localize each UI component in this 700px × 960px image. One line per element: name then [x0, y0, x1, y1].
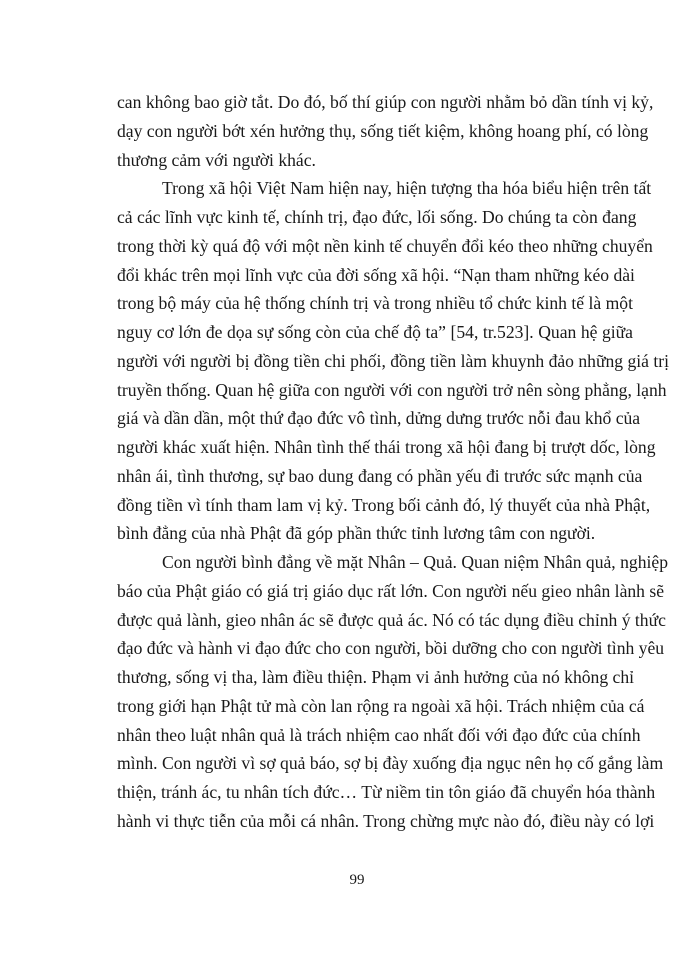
- text-line: nguy cơ lớn đe dọa sự sống còn của chế độ ta” [54, tr.523]. Quan hệ giữa: [117, 322, 633, 342]
- text-line: đạo đức và hành vi đạo đức cho con người, bồi dưỡng cho con người tình yêu: [117, 638, 665, 659]
- text-line: đổi khác trên mọi lĩnh vực của đời sống xã hội. “Nạn tham những kéo dài: [117, 264, 635, 285]
- text-line: mình. Con người vì sợ quả báo, sợ bị đày xuống địa ngục nên họ cố gắng làm: [117, 753, 664, 774]
- text-line: trong thời kỳ quá độ với một nền kinh tế chuyển đổi kéo theo những chuyển: [117, 235, 653, 256]
- paragraph-3: [117, 548, 668, 836]
- text-line: thương cảm với người khác.: [117, 149, 316, 170]
- text-line: trong giới hạn Phật tử mà còn lan rộng ra ngoài xã hội. Trách nhiệm của cá: [117, 695, 645, 716]
- document-body: [117, 88, 670, 836]
- text-line: đồng tiền vì tính tham lam vị kỷ. Trong bối cảnh đó, lý thuyết của nhà Phật,: [117, 494, 651, 515]
- text-line: nhân theo luật nhân quả là trách nhiệm cao nhất đối với đạo đức của chính: [117, 724, 641, 745]
- page-number: 99: [349, 872, 365, 888]
- paragraph-2: [117, 174, 670, 548]
- text-line: Con người bình đẳng về mặt Nhân – Quả. Quan niệm Nhân quả, nghiệp: [162, 552, 668, 572]
- text-line: nhân ái, tình thương, sự bao dung đang có phần yếu đi trước sức mạnh của: [117, 465, 643, 486]
- paragraph-1: [117, 88, 654, 174]
- text-line: trong bộ máy của hệ thống chính trị và trong nhiều tổ chức kinh tế là một: [117, 293, 633, 314]
- text-line: giá và dần dần, một thứ đạo đức vô tình, dửng dưng trước nỗi đau khổ của: [117, 408, 641, 429]
- text-line: dạy con người bớt xén hưởng thụ, sống tiết kiệm, không hoang phí, có lòng: [117, 120, 649, 141]
- text-line: thương, sống vị tha, làm điều thiện. Phạm vi ảnh hưởng của nó không chỉ: [117, 667, 635, 687]
- text-line: Trong xã hội Việt Nam hiện nay, hiện tượng tha hóa biểu hiện trên tất: [162, 178, 652, 199]
- text-line: can không bao giờ tắt. Do đó, bố thí giúp con người nhằm bỏ dần tính vị kỷ,: [117, 92, 654, 112]
- text-line: người với người bị đồng tiền chi phối, đồng tiền làm khuynh đảo những giá trị: [117, 350, 670, 371]
- text-line: người khác xuất hiện. Nhân tình thế thái trong xã hội đang bị trượt dốc, lòng: [117, 437, 656, 457]
- text-line: thiện, tránh ác, tu nhân tích đức… Từ niềm tin tôn giáo đã chuyển hóa thành: [117, 782, 656, 802]
- text-line: truyền thống. Quan hệ giữa con người với con người trở nên sòng phẳng, lạnh: [117, 379, 667, 400]
- text-line: được quả lành, gieo nhân ác sẽ được quả ác. Nó có tác dụng điều chỉnh ý thức: [117, 609, 666, 630]
- text-line: cả các lĩnh vực kinh tế, chính trị, đạo đức, lối sống. Do chúng ta còn đang: [117, 207, 637, 227]
- text-line: bình đẳng của nhà Phật đã góp phần thức tỉnh lương tâm con người.: [117, 523, 596, 544]
- text-line: báo của Phật giáo có giá trị giáo dục rất lớn. Con người nếu gieo nhân lành sẽ: [117, 580, 665, 601]
- text-line: hành vi thực tiễn của mỗi cá nhân. Trong chừng mực nào đó, điều này có lợi: [117, 810, 655, 831]
